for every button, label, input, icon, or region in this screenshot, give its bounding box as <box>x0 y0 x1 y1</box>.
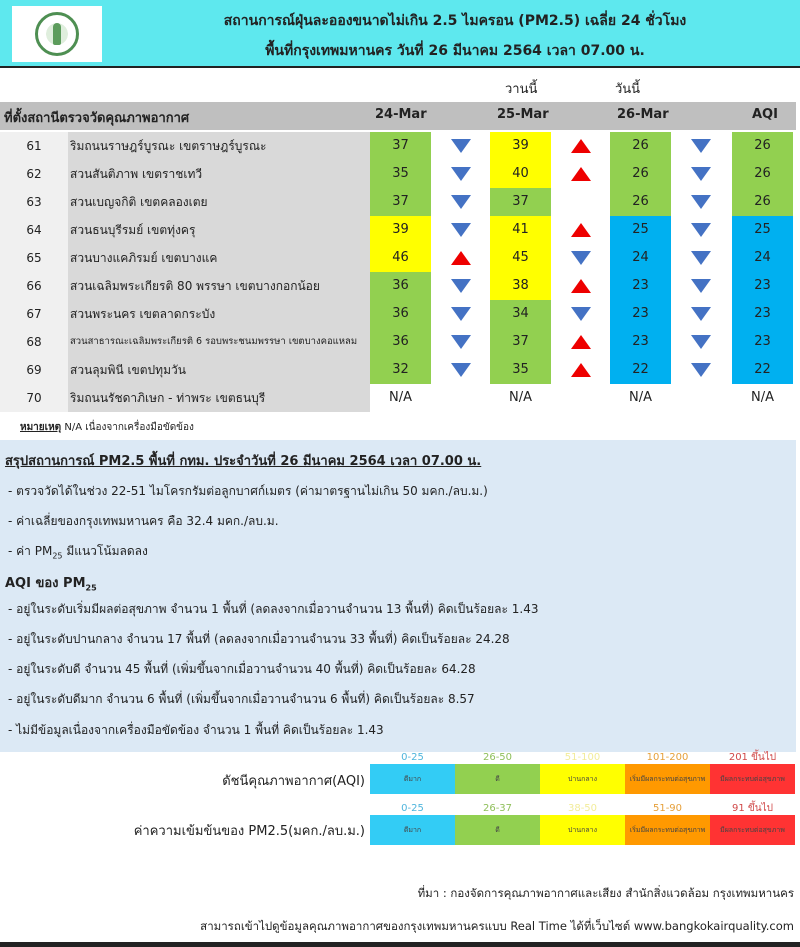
station-number: 62 <box>0 160 68 188</box>
col-25mar: 25-Mar <box>497 107 549 122</box>
trend-down-icon <box>441 300 481 328</box>
blue-down-triangle-icon <box>571 307 591 321</box>
trend-down-icon <box>681 328 721 356</box>
trend-up-icon <box>561 216 601 244</box>
pm-legend-level <box>710 803 795 845</box>
pm-legend-range: 0-25 <box>401 803 424 814</box>
value-25mar: 40 <box>490 160 551 188</box>
trend-down-icon <box>681 272 721 300</box>
blue-down-triangle-icon <box>451 335 471 349</box>
value-26mar: 25 <box>610 216 671 244</box>
realtime-link-text[interactable]: สามารถเข้าไปดูข้อมูลคุณภาพอากาศของกรุงเทพมหานครแบบ Real Time ได้ที่เว็บไซต์ www.bangkokairquality.com <box>200 919 794 933</box>
table-row <box>0 244 796 272</box>
pm-legend-swatch: เริ่มมีผลกระทบต่อสุขภาพ <box>625 815 710 845</box>
aqi-legend-range: 51-100 <box>564 752 601 763</box>
blue-down-triangle-icon <box>691 363 711 377</box>
table-row <box>0 160 796 188</box>
value-26mar: 26 <box>610 188 671 216</box>
trend-down-icon <box>681 160 721 188</box>
station-name: สวนลุมพินี เขตปทุมวัน <box>68 356 370 384</box>
station-name: ริมถนนราษฎร์บูรณะ เขตราษฎร์บูรณะ <box>68 132 370 160</box>
value-25mar: 38 <box>490 272 551 300</box>
value-26mar: 26 <box>610 160 671 188</box>
value-24mar: 36 <box>370 328 431 356</box>
trend-down-icon <box>441 272 481 300</box>
station-number: 64 <box>0 216 68 244</box>
station-number: 61 <box>0 132 68 160</box>
summary-line: - ตรวจวัดได้ในช่วง 22-51 ไมโครกรัมต่อลูกบาศก์เมตร (ค่ามาตรฐานไม่เกิน 50 มคก./ลบ.ม.) <box>8 484 488 498</box>
bottom-divider <box>0 942 800 947</box>
blue-down-triangle-icon <box>451 363 471 377</box>
blue-down-triangle-icon <box>451 167 471 181</box>
station-number: 66 <box>0 272 68 300</box>
trend-down-icon <box>681 356 721 384</box>
aqi-legend-swatch: เริ่มมีผลกระทบต่อสุขภาพ <box>625 764 710 794</box>
red-up-triangle-icon <box>571 139 591 153</box>
station-table <box>0 132 796 412</box>
value-24mar: 46 <box>370 244 431 272</box>
aqi-legend-swatch: มีผลกระทบต่อสุขภาพ <box>710 764 795 794</box>
value-25mar: 35 <box>490 356 551 384</box>
value-aqi: N/A <box>751 390 774 405</box>
summary-line: - ค่า $PM_{25}$ มีแนวโน้มลดลง <box>8 544 148 561</box>
trend-empty <box>561 384 601 412</box>
station-name: สวนสันติภาพ เขตราชเทวี <box>68 160 370 188</box>
table-row <box>0 132 796 160</box>
value-25mar: N/A <box>509 390 532 405</box>
pm-legend-range: 38-50 <box>567 803 598 814</box>
table-row <box>0 216 796 244</box>
trend-down-icon <box>561 244 601 272</box>
trend-up-icon <box>561 328 601 356</box>
trend-down-icon <box>681 188 721 216</box>
station-name: สวนบางแคภิรมย์ เขตบางแค <box>68 244 370 272</box>
value-26mar: N/A <box>629 390 652 405</box>
station-number: 69 <box>0 356 68 384</box>
value-25mar: 34 <box>490 300 551 328</box>
value-26mar: 22 <box>610 356 671 384</box>
red-up-triangle-icon <box>571 223 591 237</box>
table-row <box>0 384 796 412</box>
today-label: วันนี้ <box>615 82 641 97</box>
red-up-triangle-icon <box>571 363 591 377</box>
summary-line: - ค่าเฉลี่ยของกรุงเทพมหานคร คือ 32.4 มคก./ลบ.ม. <box>8 514 279 528</box>
pm-legend-swatch: ดีมาก <box>370 815 455 845</box>
value-26mar: 23 <box>610 300 671 328</box>
yesterday-label: วานนี้ <box>505 82 538 97</box>
value-24mar: 36 <box>370 272 431 300</box>
red-up-triangle-icon <box>451 251 471 265</box>
value-25mar: 45 <box>490 244 551 272</box>
pm-legend-range: 26-37 <box>482 803 513 814</box>
table-row <box>0 328 796 356</box>
aqi-legend-range: 0-25 <box>401 752 424 763</box>
source-text: ที่มา : กองจัดการคุณภาพอากาศและเสียง สำนักสิ่งแวดล้อม กรุงเทพมหานคร <box>417 886 794 900</box>
aqi-line: - อยู่ในระดับปานกลาง จำนวน 17 พื้นที่ (ลดลงจากเมื่อวานจำนวน 33 พื้นที่) คิดเป็นร้อยละ 24.28 <box>8 632 510 646</box>
aqi-line: - ไม่มีข้อมูลเนื่องจากเครื่องมือขัดข้อง จำนวน 1 พื้นที่ คิดเป็นร้อยละ 1.43 <box>8 723 384 737</box>
blue-down-triangle-icon <box>691 223 711 237</box>
station-number: 68 <box>0 328 68 356</box>
pm-legend-swatch: ปานกลาง <box>540 815 625 845</box>
value-25mar: 41 <box>490 216 551 244</box>
trend-up-icon <box>561 160 601 188</box>
value-26mar: 26 <box>610 132 671 160</box>
pm-legend-title: ค่าความเข้มข้นของ PM2.5(มคก./ลบ.ม.) <box>133 824 365 839</box>
value-24mar: 37 <box>370 188 431 216</box>
red-up-triangle-icon <box>571 167 591 181</box>
trend-up-icon <box>441 244 481 272</box>
table-row <box>0 272 796 300</box>
trend-down-icon <box>441 328 481 356</box>
blue-down-triangle-icon <box>451 195 471 209</box>
aqi-legend-range: 101-200 <box>646 752 689 763</box>
station-number: 70 <box>0 384 68 412</box>
value-aqi: 23 <box>732 328 793 356</box>
trend-down-icon <box>441 188 481 216</box>
station-name: สวนธนบุรีรมย์ เขตทุ่งครุ <box>68 216 370 244</box>
value-aqi: 24 <box>732 244 793 272</box>
trend-down-icon <box>441 356 481 384</box>
value-24mar: 36 <box>370 300 431 328</box>
blue-down-triangle-icon <box>451 139 471 153</box>
station-number: 63 <box>0 188 68 216</box>
pm-legend-swatch: มีผลกระทบต่อสุขภาพ <box>710 815 795 845</box>
aqi-legend-level <box>710 752 795 794</box>
col-24mar: 24-Mar <box>375 107 427 122</box>
blue-down-triangle-icon <box>691 307 711 321</box>
aqi-legend-level <box>370 752 455 794</box>
blue-down-triangle-icon <box>691 167 711 181</box>
table-header <box>0 102 796 130</box>
table-row <box>0 356 796 384</box>
aqi-legend-range: 201 ขึ้นไป <box>728 752 777 763</box>
station-number: 65 <box>0 244 68 272</box>
trend-down-icon <box>681 300 721 328</box>
col-26mar: 26-Mar <box>617 107 669 122</box>
trend-empty <box>681 384 721 412</box>
trend-empty <box>561 188 601 216</box>
table-row <box>0 188 796 216</box>
aqi-legend-range: 26-50 <box>482 752 513 763</box>
trend-down-icon <box>441 160 481 188</box>
blue-down-triangle-icon <box>691 335 711 349</box>
aqi-legend-level <box>540 752 625 794</box>
aqi-line: - อยู่ในระดับดี จำนวน 45 พื้นที่ (เพิ่มขึ้นจากเมื่อวานจำนวน 40 พื้นที่) คิดเป็นร้อยละ 64.28 <box>8 662 476 676</box>
pm-legend-range: 91 ขึ้นไป <box>732 803 773 814</box>
value-aqi: 26 <box>732 132 793 160</box>
col-station: ที่ตั้งสถานีตรวจวัดคุณภาพอากาศ <box>4 111 190 126</box>
value-aqi: 26 <box>732 188 793 216</box>
value-aqi: 22 <box>732 356 793 384</box>
blue-down-triangle-icon <box>451 279 471 293</box>
value-aqi: 26 <box>732 160 793 188</box>
station-name: สวนสาธารณะเฉลิมพระเกียรติ 6 รอบพระชนมพรรษา เขตบางคอแหลม <box>68 328 370 356</box>
pm-legend-level <box>540 803 625 845</box>
trend-down-icon <box>681 216 721 244</box>
station-name: สวนเฉลิมพระเกียรติ 80 พรรษา เขตบางกอกน้อย <box>68 272 370 300</box>
blue-down-triangle-icon <box>691 195 711 209</box>
aqi-legend-swatch: ดีมาก <box>370 764 455 794</box>
trend-up-icon <box>561 272 601 300</box>
station-name: สวนพระนคร เขตลาดกระบัง <box>68 300 370 328</box>
note-text: N/A เนื่องจากเครื่องมือขัดข้อง <box>61 422 194 433</box>
summary-title: สรุปสถานการณ์ PM2.5 พื้นที่ กทม. ประจำวันที่ 26 มีนาคม 2564 เวลา 07.00 น. <box>5 454 482 469</box>
report-title: สถานการณ์ฝุ่นละอองขนาดไม่เกิน 2.5 ไมครอน (PM2.5) เฉลี่ย 24 ชั่วโมง <box>223 13 687 29</box>
value-aqi: 25 <box>732 216 793 244</box>
red-up-triangle-icon <box>571 279 591 293</box>
station-number: 67 <box>0 300 68 328</box>
trend-empty <box>441 384 481 412</box>
aqi-legend-swatch: ปานกลาง <box>540 764 625 794</box>
value-24mar: 32 <box>370 356 431 384</box>
aqi-legend-level <box>625 752 710 794</box>
blue-down-triangle-icon <box>691 279 711 293</box>
blue-down-triangle-icon <box>451 223 471 237</box>
trend-down-icon <box>681 244 721 272</box>
summary-panel <box>0 440 796 752</box>
red-up-triangle-icon <box>571 335 591 349</box>
value-25mar: 37 <box>490 188 551 216</box>
pm-legend-range: 51-90 <box>652 803 683 814</box>
bangkok-seal-logo <box>12 6 102 62</box>
pm-legend-swatch: ดี <box>455 815 540 845</box>
value-aqi: 23 <box>732 300 793 328</box>
blue-down-triangle-icon <box>571 251 591 265</box>
pm-legend-level <box>370 803 455 845</box>
value-25mar: 39 <box>490 132 551 160</box>
value-24mar: N/A <box>389 390 412 405</box>
blue-down-triangle-icon <box>691 139 711 153</box>
aqi-legend-title: ดัชนีคุณภาพอากาศ(AQI) <box>222 774 365 789</box>
aqi-legend-swatch: ดี <box>455 764 540 794</box>
value-26mar: 23 <box>610 272 671 300</box>
value-24mar: 37 <box>370 132 431 160</box>
trend-up-icon <box>561 356 601 384</box>
value-24mar: 39 <box>370 216 431 244</box>
value-26mar: 23 <box>610 328 671 356</box>
note-label: หมายเหตุ <box>20 422 62 433</box>
trend-up-icon <box>561 132 601 160</box>
trend-down-icon <box>681 132 721 160</box>
trend-down-icon <box>441 132 481 160</box>
aqi-heading: AQI ของ $PM_{25}$ <box>5 576 97 593</box>
station-name: สวนเบญจกิติ เขตคลองเตย <box>68 188 370 216</box>
station-name: ริมถนนรัชดาภิเษก - ท่าพระ เขตธนบุรี <box>68 384 370 412</box>
blue-down-triangle-icon <box>451 307 471 321</box>
aqi-legend-level <box>455 752 540 794</box>
table-row <box>0 300 796 328</box>
value-24mar: 35 <box>370 160 431 188</box>
blue-down-triangle-icon <box>691 251 711 265</box>
value-aqi: 23 <box>732 272 793 300</box>
report-header <box>0 0 800 68</box>
aqi-line: - อยู่ในระดับเริ่มมีผลต่อสุขภาพ จำนวน 1 พื้นที่ (ลดลงจากเมื่อวานจำนวน 13 พื้นที่) คิดเป็นร้อยละ 1.43 <box>8 602 539 616</box>
trend-down-icon <box>561 300 601 328</box>
value-26mar: 24 <box>610 244 671 272</box>
pm-legend-level <box>455 803 540 845</box>
report-subtitle: พื้นที่กรุงเทพมหานคร วันที่ 26 มีนาคม 2564 เวลา 07.00 น. <box>265 43 645 59</box>
table-note <box>20 420 194 435</box>
pm-legend-level <box>625 803 710 845</box>
seal-icon <box>35 12 79 56</box>
col-aqi: AQI <box>752 107 778 122</box>
trend-down-icon <box>441 216 481 244</box>
aqi-line: - อยู่ในระดับดีมาก จำนวน 6 พื้นที่ (เพิ่มขึ้นจากเมื่อวานจำนวน 6 พื้นที่) คิดเป็นร้อยละ 8.57 <box>8 692 475 706</box>
value-25mar: 37 <box>490 328 551 356</box>
